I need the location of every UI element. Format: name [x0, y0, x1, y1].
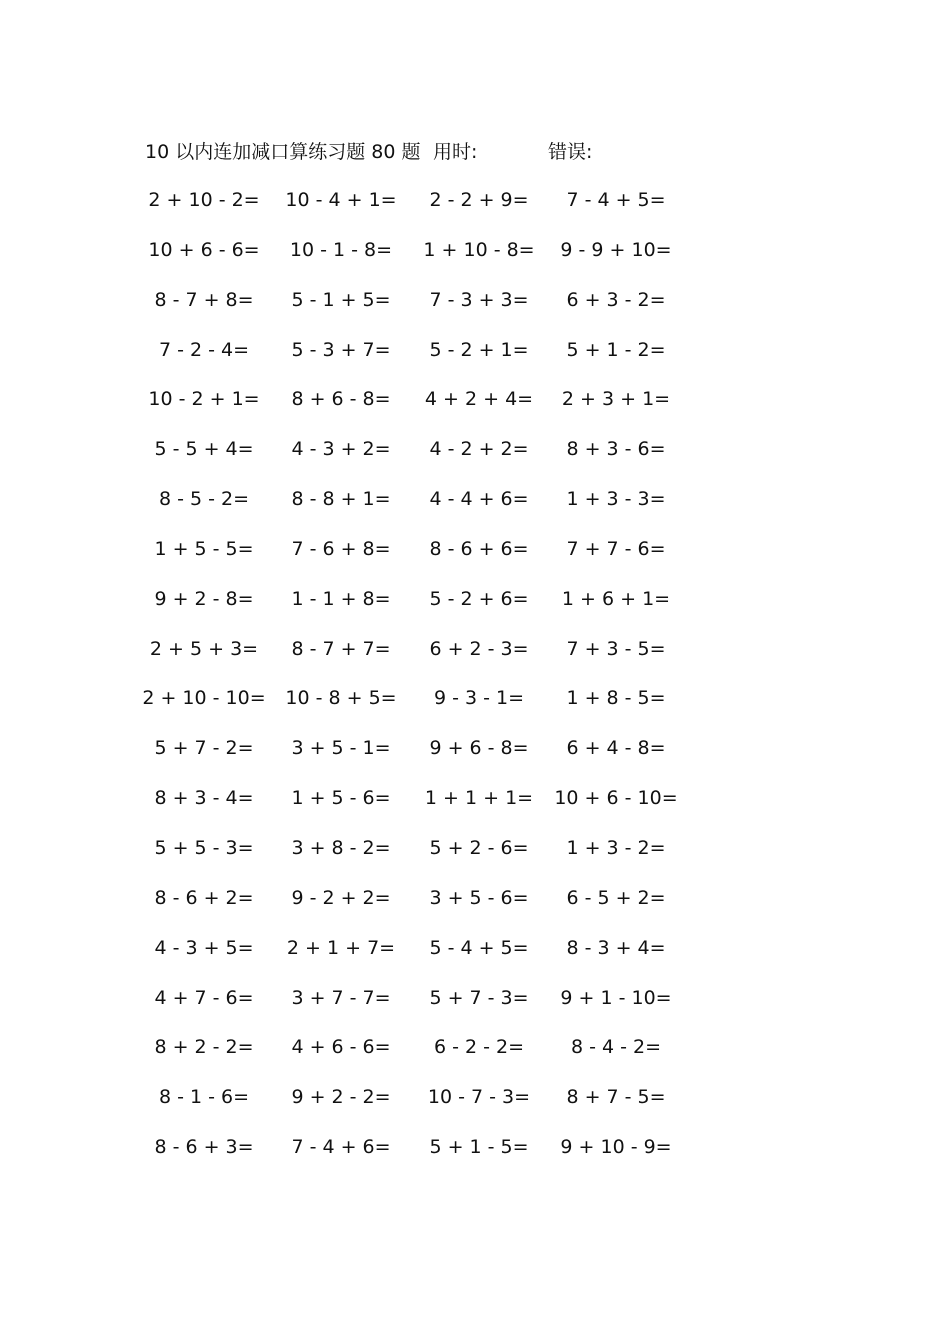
problem-grid — [0, 186, 950, 1183]
problem-item: 1 + 3 - 3= — [566, 488, 666, 511]
problem-item: 1 + 6 + 1= — [561, 587, 671, 610]
problem-item: 8 - 6 + 2= — [154, 886, 254, 909]
problem-row — [0, 1133, 950, 1183]
problem-item: 8 + 2 - 2= — [154, 1036, 254, 1059]
problem-row — [0, 535, 950, 585]
problem-row — [0, 684, 950, 734]
problem-item: 4 - 3 + 2= — [291, 438, 391, 461]
problem-item: 10 - 7 - 3= — [427, 1086, 531, 1109]
problem-item: 10 - 4 + 1= — [285, 189, 397, 211]
problem-item: 4 - 3 + 5= — [154, 936, 254, 959]
problem-row — [0, 934, 950, 984]
problem-item: 3 + 5 - 6= — [429, 886, 529, 909]
problem-row — [0, 585, 950, 635]
problem-item: 4 + 2 + 4= — [424, 388, 534, 411]
problem-item: 8 + 6 - 8= — [291, 388, 391, 411]
problem-item: 2 + 10 - 2= — [148, 189, 260, 211]
problem-item: 9 + 2 - 2= — [291, 1086, 391, 1109]
problem-item: 1 + 5 - 5= — [154, 537, 254, 560]
problem-item: 4 - 2 + 2= — [429, 438, 529, 461]
problem-item: 5 - 3 + 7= — [291, 338, 391, 361]
problem-item: 5 - 4 + 5= — [429, 936, 529, 959]
problem-row — [0, 485, 950, 535]
problem-item: 2 + 1 + 7= — [286, 936, 396, 959]
problem-item: 5 + 1 - 2= — [566, 338, 666, 361]
problem-item: 5 - 5 + 4= — [154, 438, 254, 461]
problem-item: 8 + 3 - 4= — [154, 787, 254, 810]
problem-item: 9 - 2 + 2= — [291, 886, 391, 909]
problem-row — [0, 1033, 950, 1083]
problem-item: 9 + 6 - 8= — [429, 737, 529, 760]
problem-item: 10 + 6 - 6= — [148, 238, 260, 261]
problem-row — [0, 236, 950, 286]
problem-item: 6 + 3 - 2= — [566, 288, 666, 311]
worksheet-title: 10 以内连加减口算练习题 80 题 — [145, 141, 421, 163]
problem-item: 7 - 4 + 6= — [291, 1136, 391, 1159]
problem-item: 8 - 6 + 6= — [429, 537, 529, 560]
problem-item: 4 + 7 - 6= — [154, 986, 254, 1009]
problem-item: 8 - 5 - 2= — [158, 488, 250, 511]
problem-item: 10 + 6 - 10= — [554, 787, 678, 810]
problem-item: 8 - 8 + 1= — [291, 488, 391, 511]
problem-item: 8 + 7 - 5= — [566, 1086, 666, 1109]
problem-item: 7 - 4 + 5= — [566, 189, 666, 211]
problem-item: 10 - 2 + 1= — [148, 388, 260, 411]
time-used-label: 用时: — [433, 141, 478, 163]
errors-label: 错误: — [548, 141, 593, 163]
problem-row — [0, 884, 950, 934]
problem-item: 5 - 2 + 1= — [429, 338, 529, 361]
problem-row — [0, 834, 950, 884]
problem-item: 6 + 4 - 8= — [566, 737, 666, 760]
problem-item: 2 + 10 - 10= — [142, 687, 266, 710]
problem-row — [0, 734, 950, 784]
problem-item: 10 - 1 - 8= — [289, 238, 393, 261]
problem-row — [0, 1083, 950, 1133]
problem-item: 8 - 7 + 7= — [291, 637, 391, 660]
problem-item: 1 + 10 - 8= — [423, 238, 535, 261]
problem-item: 6 - 2 - 2= — [433, 1036, 525, 1059]
problem-item: 4 + 6 - 6= — [291, 1036, 391, 1059]
problem-item: 1 + 1 + 1= — [424, 787, 534, 810]
problem-item: 5 + 2 - 6= — [429, 836, 529, 859]
problem-item: 7 + 3 - 5= — [566, 637, 666, 660]
problem-item: 7 - 3 + 3= — [429, 288, 529, 311]
problem-item: 2 + 5 + 3= — [149, 637, 259, 660]
problem-row — [0, 286, 950, 336]
problem-item: 5 + 7 - 3= — [429, 986, 529, 1009]
problem-row — [0, 336, 950, 386]
problem-item: 9 + 2 - 8= — [154, 587, 254, 610]
problem-item: 1 - 1 + 8= — [291, 587, 391, 610]
problem-item: 3 + 7 - 7= — [291, 986, 391, 1009]
problem-row — [0, 385, 950, 435]
problem-item: 6 - 5 + 2= — [566, 886, 666, 909]
problem-row — [0, 784, 950, 834]
problem-item: 9 + 10 - 9= — [560, 1136, 672, 1159]
problem-item: 7 - 2 - 4= — [158, 338, 250, 361]
problem-item: 7 + 7 - 6= — [566, 537, 666, 560]
problem-item: 8 - 4 - 2= — [570, 1036, 662, 1059]
problem-item: 9 - 9 + 10= — [560, 238, 672, 261]
problem-item: 3 + 5 - 1= — [291, 737, 391, 760]
problem-item: 1 + 3 - 2= — [566, 836, 666, 859]
problem-row — [0, 186, 950, 236]
problem-item: 9 - 3 - 1= — [433, 687, 525, 710]
problem-item: 2 - 2 + 9= — [429, 189, 529, 211]
problem-row — [0, 435, 950, 485]
problem-item: 8 + 3 - 6= — [566, 438, 666, 461]
problem-item: 4 - 4 + 6= — [429, 488, 529, 511]
problem-item: 8 - 1 - 6= — [158, 1086, 250, 1109]
problem-item: 10 - 8 + 5= — [285, 687, 397, 710]
worksheet-header — [0, 137, 950, 165]
problem-item: 5 - 2 + 6= — [429, 587, 529, 610]
problem-item: 8 - 6 + 3= — [154, 1136, 254, 1159]
problem-item: 8 - 3 + 4= — [566, 936, 666, 959]
problem-item: 5 + 5 - 3= — [154, 836, 254, 859]
problem-item: 8 - 7 + 8= — [154, 288, 254, 311]
problem-row — [0, 984, 950, 1034]
problem-item: 3 + 8 - 2= — [291, 836, 391, 859]
problem-item: 5 + 7 - 2= — [154, 737, 254, 760]
problem-row — [0, 635, 950, 685]
problem-item: 1 + 5 - 6= — [291, 787, 391, 810]
problem-item: 5 - 1 + 5= — [291, 288, 391, 311]
problem-item: 5 + 1 - 5= — [429, 1136, 529, 1159]
problem-item: 9 + 1 - 10= — [560, 986, 672, 1009]
problem-item: 1 + 8 - 5= — [566, 687, 666, 710]
problem-item: 7 - 6 + 8= — [291, 537, 391, 560]
problem-item: 2 + 3 + 1= — [561, 388, 671, 411]
problem-item: 6 + 2 - 3= — [429, 637, 529, 660]
